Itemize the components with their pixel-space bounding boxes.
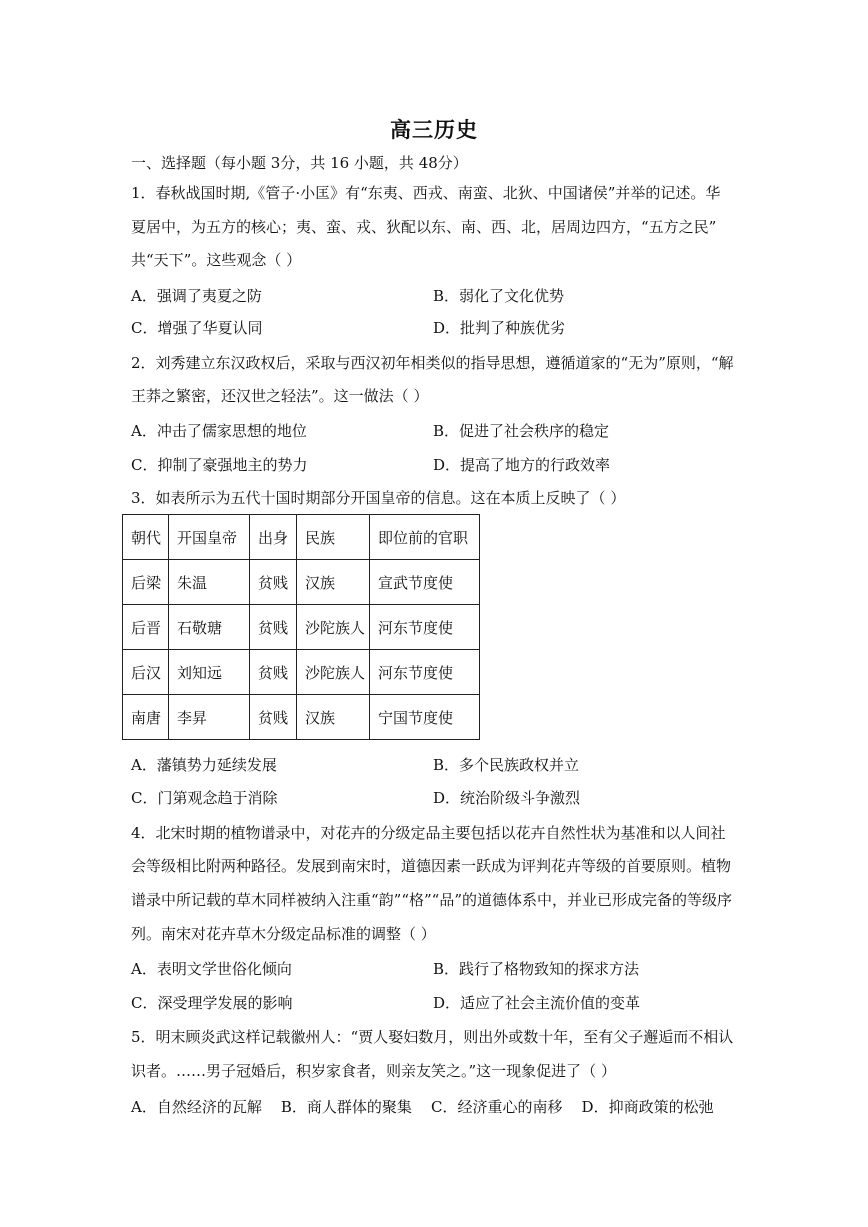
table-header-cell: 出身 [250,515,297,560]
table-header-cell: 朝代 [123,515,169,560]
q2-option-d: D．提高了地方的行政效率 [433,456,611,474]
table-cell: 沙陀族人 [297,650,370,695]
table-row [123,560,480,605]
q4-option-a: A．表明文学世俗化倾向 [131,960,292,978]
q2-option-b: B．促进了社会秩序的稳定 [433,422,610,440]
q1-option-d: D．批判了种族优劣 [433,319,566,337]
q1-option-b: B．弱化了文化优势 [433,287,565,305]
table-row [123,695,480,740]
q5-options: A．自然经济的瓦解 B．商人群体的聚集 C．经济重心的南移 D．抑商政策的松弛 [131,1098,714,1116]
table-cell: 贫贱 [250,650,297,695]
table-cell: 石敬瑭 [169,605,250,650]
page-title: 高三历史 [390,117,478,142]
q2-line-2: 王莽之繁密，还汉世之轻法”。这一做法（ ） [131,387,429,405]
dynasty-table [122,514,480,740]
q2-line-1: 2．刘秀建立东汉政权后，采取与西汉初年相类似的指导思想，遵循道家的“无为”原则，“解 [131,354,734,372]
section-header: 一、选择题（每小题 3分，共 16 小题，共 48分） [131,154,468,172]
table-cell: 后晋 [123,605,169,650]
table-cell: 后汉 [123,650,169,695]
table-cell: 贫贱 [250,695,297,740]
table-cell: 刘知远 [169,650,250,695]
q3-option-b: B．多个民族政权并立 [433,756,580,774]
q2-option-a: A．冲击了儒家思想的地位 [131,422,307,440]
table-cell: 汉族 [297,695,370,740]
table-header-cell: 民族 [297,515,370,560]
table-cell: 南唐 [123,695,169,740]
table-row [123,605,480,650]
q4-line-4: 列。南宋对花卉草木分级定品标准的调整（ ） [131,925,436,943]
q5-line-1: 5．明末顾炎武这样记载徽州人：“贾人娶妇数月，则出外或数十年，至有父子邂逅而不相认 [131,1028,734,1046]
table-cell: 沙陀族人 [297,605,370,650]
q3-option-c: C．门第观念趋于消除 [131,789,278,807]
table-cell: 宣武节度使 [370,560,480,605]
q4-option-b: B．践行了格物致知的探求方法 [433,960,640,978]
table-header-row [123,515,480,560]
q1-option-c: C．增强了华夏认同 [131,319,263,337]
table-header-cell: 即位前的官职 [370,515,480,560]
q4-option-c: C．深受理学发展的影响 [131,994,293,1012]
table-cell: 贫贱 [250,605,297,650]
table-cell: 后梁 [123,560,169,605]
table-row [123,650,480,695]
table-cell: 李昇 [169,695,250,740]
table-cell: 宁国节度使 [370,695,480,740]
table-cell: 汉族 [297,560,370,605]
q4-option-d: D．适应了社会主流价值的变革 [433,994,641,1012]
q3-option-a: A．藩镇势力延续发展 [131,756,277,774]
q5-line-2: 识者。……男子冠婚后，积岁家食者，则亲友笑之。”这一现象促进了（ ） [131,1062,616,1080]
q1-line-2: 夏居中，为五方的核心；夷、蛮、戎、狄配以东、南、西、北，居周边四方，“五方之民” [131,218,717,236]
table-cell: 河东节度使 [370,650,480,695]
q2-option-c: C．抑制了豪强地主的势力 [131,456,308,474]
q4-line-1: 4．北宋时期的植物谱录中，对花卉的分级定品主要包括以花卉自然性状为基准和以人间社 [131,824,726,842]
q4-line-2: 会等级相比附两种路径。发展到南宋时，道德因素一跃成为评判花卉等级的首要原则。植物 [131,857,732,875]
q1-option-a: A．强调了夷夏之防 [131,287,262,305]
q3-option-d: D．统治阶级斗争激烈 [433,789,581,807]
table-cell: 贫贱 [250,560,297,605]
q1-line-3: 共“天下”。这些观念（ ） [131,251,302,269]
table-header-cell: 开国皇帝 [169,515,250,560]
table-cell: 朱温 [169,560,250,605]
q1-line-1: 1．春秋战国时期,《管子·小匡》有“东夷、西戎、南蛮、北狄、中国诸侯”并举的记述。华 [131,184,721,202]
q3-line-1: 3．如表所示为五代十国时期部分开国皇帝的信息。这在本质上反映了（ ） [131,489,626,507]
table-cell: 河东节度使 [370,605,480,650]
q4-line-3: 谱录中所记载的草木同样被纳入注重“韵”“格”“品”的道德体系中，并业已形成完备的等级序 [131,891,733,909]
